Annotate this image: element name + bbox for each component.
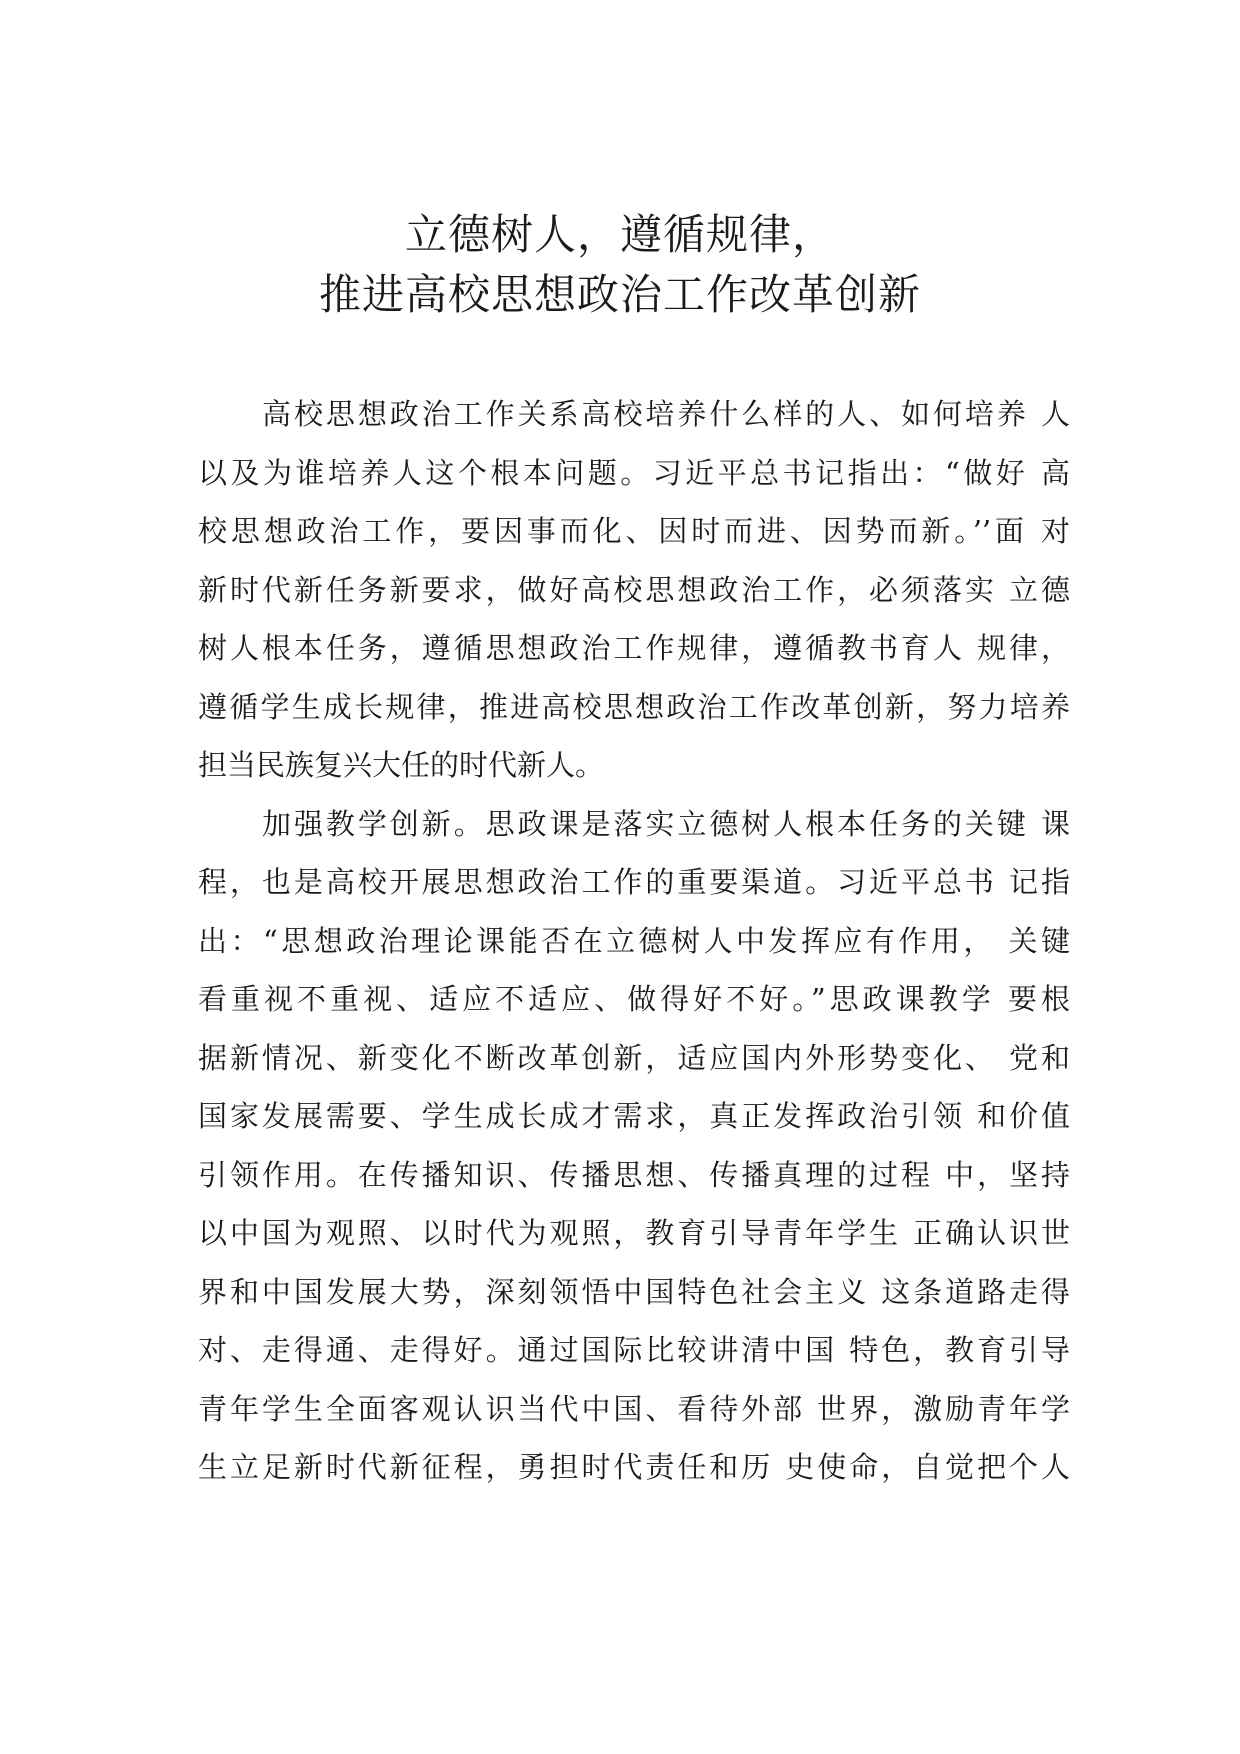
title-line-2: 推进高校思想政治工作改革创新 [318,270,921,319]
text-line: 遵循学生成长规律，推进高校思想政治工作改革创新，努力培养 [198,689,1070,724]
text-line: 据新情况、新变化不断改革创新，适应国内外形势变化、 党和 [198,1040,1070,1075]
text-line: 程，也是高校开展思想政治工作的重要渠道。习近平总书 记指 [198,865,1070,899]
text-line: 加强教学创新。思政课是落实立德树人根本任务的关键 课 [262,806,1070,841]
text-line: 校思想政治工作，要因事而化、因时而进、因势而新。’’面 对 [198,514,1070,548]
text-line: 国家发展需要、学生成长成才需求，真正发挥政治引领 和价值 [198,1099,1070,1133]
text-line: 出：“思想政治理论课能否在立德树人中发挥应有作用， 关键 [198,923,1070,958]
paragraph-2 [198,795,1070,1497]
document-body [198,385,1070,1497]
text-line: 青年学生全面客观认识当代中国、看待外部 世界，激励青年学 [198,1391,1070,1426]
text-line: 高校思想政治工作关系高校培养什么样的人、如何培养 人 [262,397,1070,431]
text-line: 对、走得通、走得好。通过国际比较讲清中国 特色，教育引导 [198,1333,1070,1367]
text-line: 以及为谁培养人这个根本问题。习近平总书记指出：“做好 高 [198,455,1070,490]
text-line: 树人根本任务，遵循思想政治工作规律，遵循教书育人 规律， [198,631,1070,665]
text-line: 担当民族复兴大任的时代新人。 [198,748,605,782]
text-line: 看重视不重视、适应不适应、做得好不好。”思政课教学 要根 [198,982,1070,1016]
text-line: 引领作用。在传播知识、传播思想、传播真理的过程 中，坚持 [198,1157,1070,1192]
text-line: 生立足新时代新征程，勇担时代责任和历 史使命，自觉把个人 [198,1450,1070,1484]
text-line: 新时代新任务新要求，做好高校思想政治工作，必须落实 立德 [198,572,1070,607]
paragraph-1 [198,385,1070,795]
text-line: 界和中国发展大势，深刻领悟中国特色社会主义 这条道路走得 [198,1274,1070,1309]
title-line-1: 立德树人，遵循规律， [404,210,835,259]
text-line: 以中国为观照、以时代为观照，教育引导青年学生 正确认识世 [198,1216,1070,1250]
